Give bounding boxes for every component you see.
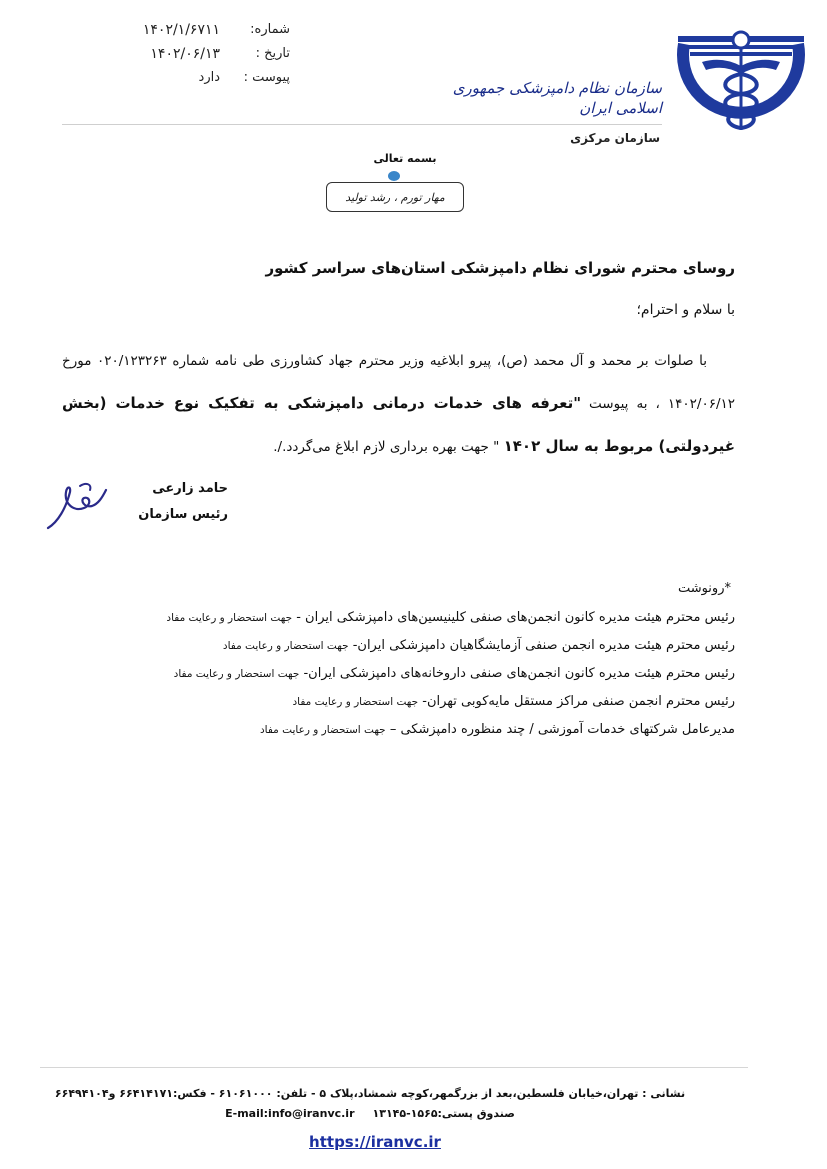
cc-item bbox=[40, 720, 735, 740]
cc-item-note: جهت استحضار و رعایت مفاد bbox=[173, 668, 300, 680]
basmala: بسمه تعالی bbox=[373, 152, 437, 165]
recipient: روسای محترم شورای نظام دامپزشکی استان‌های سراسر کشور bbox=[265, 259, 735, 277]
letter-body-text-2: " جهت بهره برداری لازم ابلاغ می‌گردد./. bbox=[273, 439, 504, 455]
footer-line-2 bbox=[40, 1104, 700, 1124]
footer-email[interactable]: E-mail:info@iranvc.ir bbox=[225, 1107, 355, 1120]
letter-number-row bbox=[70, 18, 290, 42]
cc-item bbox=[40, 608, 735, 628]
signatory-name: حامد زارعی bbox=[152, 481, 228, 496]
department-name: سازمان مرکزی bbox=[570, 131, 660, 145]
website-link[interactable]: https://iranvc.ir bbox=[309, 1133, 441, 1151]
motto-ornament-icon bbox=[388, 171, 400, 181]
cc-item-note: جهت استحضار و رعایت مفاد bbox=[292, 696, 419, 708]
cc-item-note: جهت استحضار و رعایت مفاد bbox=[222, 640, 349, 652]
cc-item bbox=[40, 692, 735, 712]
cc-item-text: رئیس محترم هیئت مدیره کانون انجمن‌های صنفی داروخانه‌های دامپزشکی ایران- bbox=[299, 666, 735, 681]
letter-number-label: شماره: bbox=[250, 22, 290, 37]
cc-item-note: جهت استحضار و رعایت مفاد bbox=[166, 612, 293, 624]
organization-name: سازمان نظام دامپزشکی جمهوری اسلامی ایران bbox=[452, 79, 662, 117]
handwritten-signature-icon bbox=[40, 478, 110, 534]
letter-body bbox=[62, 340, 735, 468]
footer-po-box: صندوق پستی:۱۵۶۵-۱۳۱۴۵ bbox=[372, 1107, 515, 1120]
year-motto-text: مهار تورم ، رشد تولید bbox=[345, 190, 445, 204]
footer-contact bbox=[40, 1084, 700, 1124]
greeting: با سلام و احترام؛ bbox=[636, 302, 735, 318]
cc-title: *رونوشت bbox=[677, 581, 731, 596]
footer-address: نشانی : تهران،خیابان فلسطین،بعد از بزرگمهر،کوچه شمشاد،پلاک ۵ - تلفن: ۶۱۰۶۱۰۰۰ - فکس:۶۶۴۱۴۱۷۱ و۶۶۴۹۴۱۰۴ bbox=[54, 1087, 686, 1100]
letter-body-bold: "تعرفه های خدمات درمانی دامپزشکی به تفکیک نوع خدمات (بخش غیردولتی) مربوط به سال ۱۴۰۲ bbox=[62, 394, 735, 455]
cc-item bbox=[40, 636, 735, 656]
caduceus-emblem-icon bbox=[672, 30, 810, 134]
letter-attachment-value: دارد bbox=[198, 70, 220, 85]
cc-item-text: رئیس محترم هیئت مدیره کانون انجمن‌های صنفی کلینیسین‌های دامپزشکی ایران - bbox=[292, 610, 735, 625]
letter-body-text-1: با صلوات بر محمد و آل محمد (ص)، پیرو ابلاغیه وزیر محترم جهاد کشاورزی طی نامه شماره ۰۲۰/۱۲۳۲۶۳ مورخ ۱۴۰۲/۰۶/۱۲ ، به پیوست bbox=[62, 353, 735, 412]
letter-meta bbox=[70, 18, 290, 90]
signatory-title: رئیس سازمان bbox=[138, 507, 228, 522]
cc-item-text: رئیس محترم هیئت مدیره انجمن صنفی آزمایشگاهیان دامپزشکی ایران- bbox=[348, 638, 735, 653]
cc-item-note: جهت استحضار و رعایت مفاد bbox=[260, 724, 386, 736]
year-motto bbox=[326, 182, 464, 212]
letter-date-row bbox=[70, 42, 290, 66]
footer-divider bbox=[40, 1067, 748, 1068]
cc-item-text: رئیس محترم انجمن صنفی مراکز مستقل مایه‌کوبی تهران- bbox=[418, 694, 735, 709]
letter-attachment-row bbox=[70, 66, 290, 90]
cc-item-text: مدیرعامل شرکتهای خدمات آموزشی / چند منظوره دامپزشکی – bbox=[385, 722, 735, 737]
cc-list bbox=[40, 608, 735, 748]
letter-attachment-label: پیوست : bbox=[243, 70, 290, 85]
letter-number-value: ۱۴۰۲/۱/۶۷۱۱ bbox=[142, 22, 220, 38]
letter-date-value: ۱۴۰۲/۰۶/۱۳ bbox=[150, 46, 220, 62]
header-divider bbox=[62, 124, 662, 125]
cc-item bbox=[40, 664, 735, 684]
letter-date-label: تاریخ : bbox=[255, 46, 290, 61]
signatory-block bbox=[118, 476, 228, 528]
